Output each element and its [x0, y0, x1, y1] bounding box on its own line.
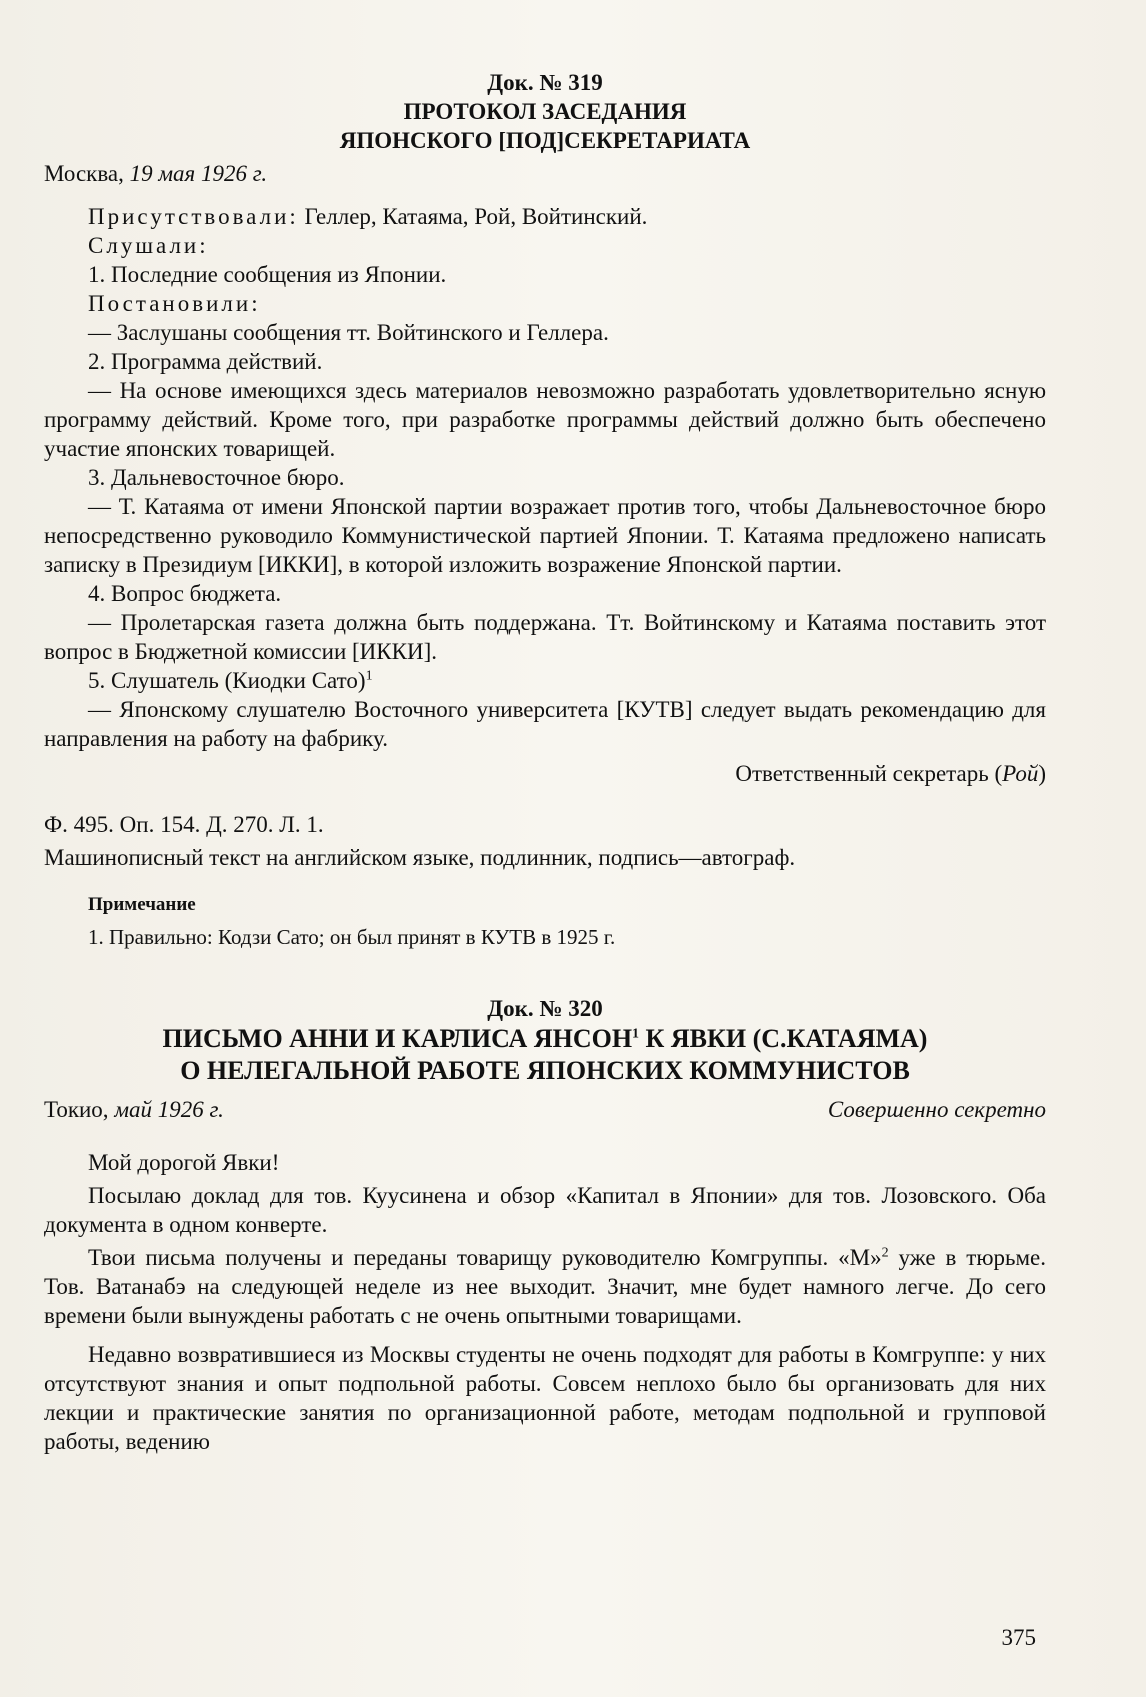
resolved-label: Постановили: — [88, 291, 261, 316]
footnote-ref-2: 2 — [881, 1245, 889, 1261]
resolution-1: — Заслушаны сообщения тт. Войтинского и Геллера. — [88, 320, 609, 345]
present-label: Присутствовали: — [88, 204, 299, 229]
doc-319-title-line-2: ЯПОНСКОГО [ПОД]СЕКРЕТАРИАТА — [339, 128, 751, 153]
resolution-4: — Пролетарская газета должна быть поддержана. Тт. Войтинскому и Катаяма поставить этот вопрос в Бюджетной комиссии [ИККИ]. — [44, 610, 1046, 664]
resolution-5: — Японскому слушателю Восточного университета [КУТВ] следует выдать рекомендацию для направления на работу на фабрику. — [44, 697, 1046, 751]
archive-reference: Ф. 495. Оп. 154. Д. 270. Л. 1. — [44, 812, 324, 837]
letter-paragraph-2: Твои письма получены и переданы товарищу руководителю Комгруппы. «М»$^2$ уже в тюрьме. Тов. Ватанабэ на следующей неделе из нее выходит. Значит, мне будет намного легче. До сего времени были вынуждены работать с не очень опытными товарищами. — [44, 1245, 1047, 1328]
resolution-2: — На основе имеющихся здесь материалов невозможно разработать удовлетворительно ясную программу действий. Кроме того, при разработке программы действий должно быть обеспечено участие японских товарищей. — [44, 378, 1046, 461]
classification-stamp: Совершенно секретно — [827, 1097, 1046, 1122]
source-note: Машинописный текст на английском языке, подлинник, подпись—автограф. — [44, 845, 796, 870]
signature-line: Ответственный секретарь (Рой) — [735, 761, 1046, 786]
doc-319-title-line-1: ПРОТОКОЛ ЗАСЕДАНИЯ — [403, 99, 687, 124]
note-1: 1. Правильно: Кодзи Сато; он был принят в КУТВ в 1925 г. — [88, 925, 616, 949]
heard-label: Слушали: — [88, 233, 209, 258]
agenda-item-5: 5. Слушатель (Киодки Сато)$^1$ — [88, 668, 373, 693]
doc-319-number: Док. № 319 — [487, 70, 603, 95]
letter-paragraph-3: Недавно возвратившиеся из Москвы студенты не очень подходят для работы в Комгруппе: у них отсутствуют знания и опыт подпольной работы. Совсем неплохо было бы организовать для них лекции и практические занятия по организационной работе, методам подпольной и групповой работы, ведению — [44, 1342, 1046, 1454]
present-names: Геллер, Катаяма, Рой, Войтинский. — [304, 204, 648, 229]
doc-320-dateline — [44, 1095, 1046, 1124]
agenda-item-2: 2. Программа действий. — [88, 349, 323, 374]
letter-paragraph-1: Посылаю доклад для тов. Куусинена и обзор «Капитал в Японии» для тов. Лозовского. Оба документа в одном конверте. — [44, 1183, 1046, 1237]
doc-320-title-line-2: О НЕЛЕГАЛЬНОЙ РАБОТЕ ЯПОНСКИХ КОММУНИСТОВ — [180, 1056, 910, 1085]
doc-319-place: Москва, — [44, 161, 124, 186]
doc-319-date: 19 мая 1926 г. — [129, 161, 268, 186]
doc-320-title-line-1: ПИСЬМО АННИ И КАРЛИСА ЯНСОН$^1$ К ЯВКИ (С.КАТАЯМА) — [162, 1024, 928, 1053]
resolution-3: — Т. Катаяма от имени Японской партии возражает против того, чтобы Дальневосточное бюро непосредственно руководило Коммунистической партией Японии. Т. Катаяма предложено написать записку в Президиум [ИККИ], в которой изложить возражение Японской партии. — [44, 494, 1046, 577]
signature-name: Рой — [1002, 761, 1039, 786]
title-footnote-ref: 1 — [632, 1026, 640, 1042]
doc-320-number: Док. № 320 — [487, 996, 603, 1021]
text-column — [44, 62, 1046, 1456]
agenda-item-3: 3. Дальневосточное бюро. — [88, 465, 345, 490]
footnote-ref-1: 1 — [365, 668, 373, 684]
doc-319-present — [44, 202, 1046, 231]
agenda-item-1: 1. Последние сообщения из Японии. — [88, 262, 447, 287]
doc-320-date: май 1926 г. — [114, 1097, 224, 1122]
doc-320-place: Токио, — [44, 1097, 109, 1122]
agenda-item-4: 4. Вопрос бюджета. — [88, 581, 282, 606]
doc-319-dateline — [44, 159, 1046, 188]
page-number: 375 — [1001, 1625, 1036, 1650]
letter-greeting: Мой дорогой Явки! — [88, 1150, 280, 1175]
note-heading: Примечание — [88, 894, 196, 915]
